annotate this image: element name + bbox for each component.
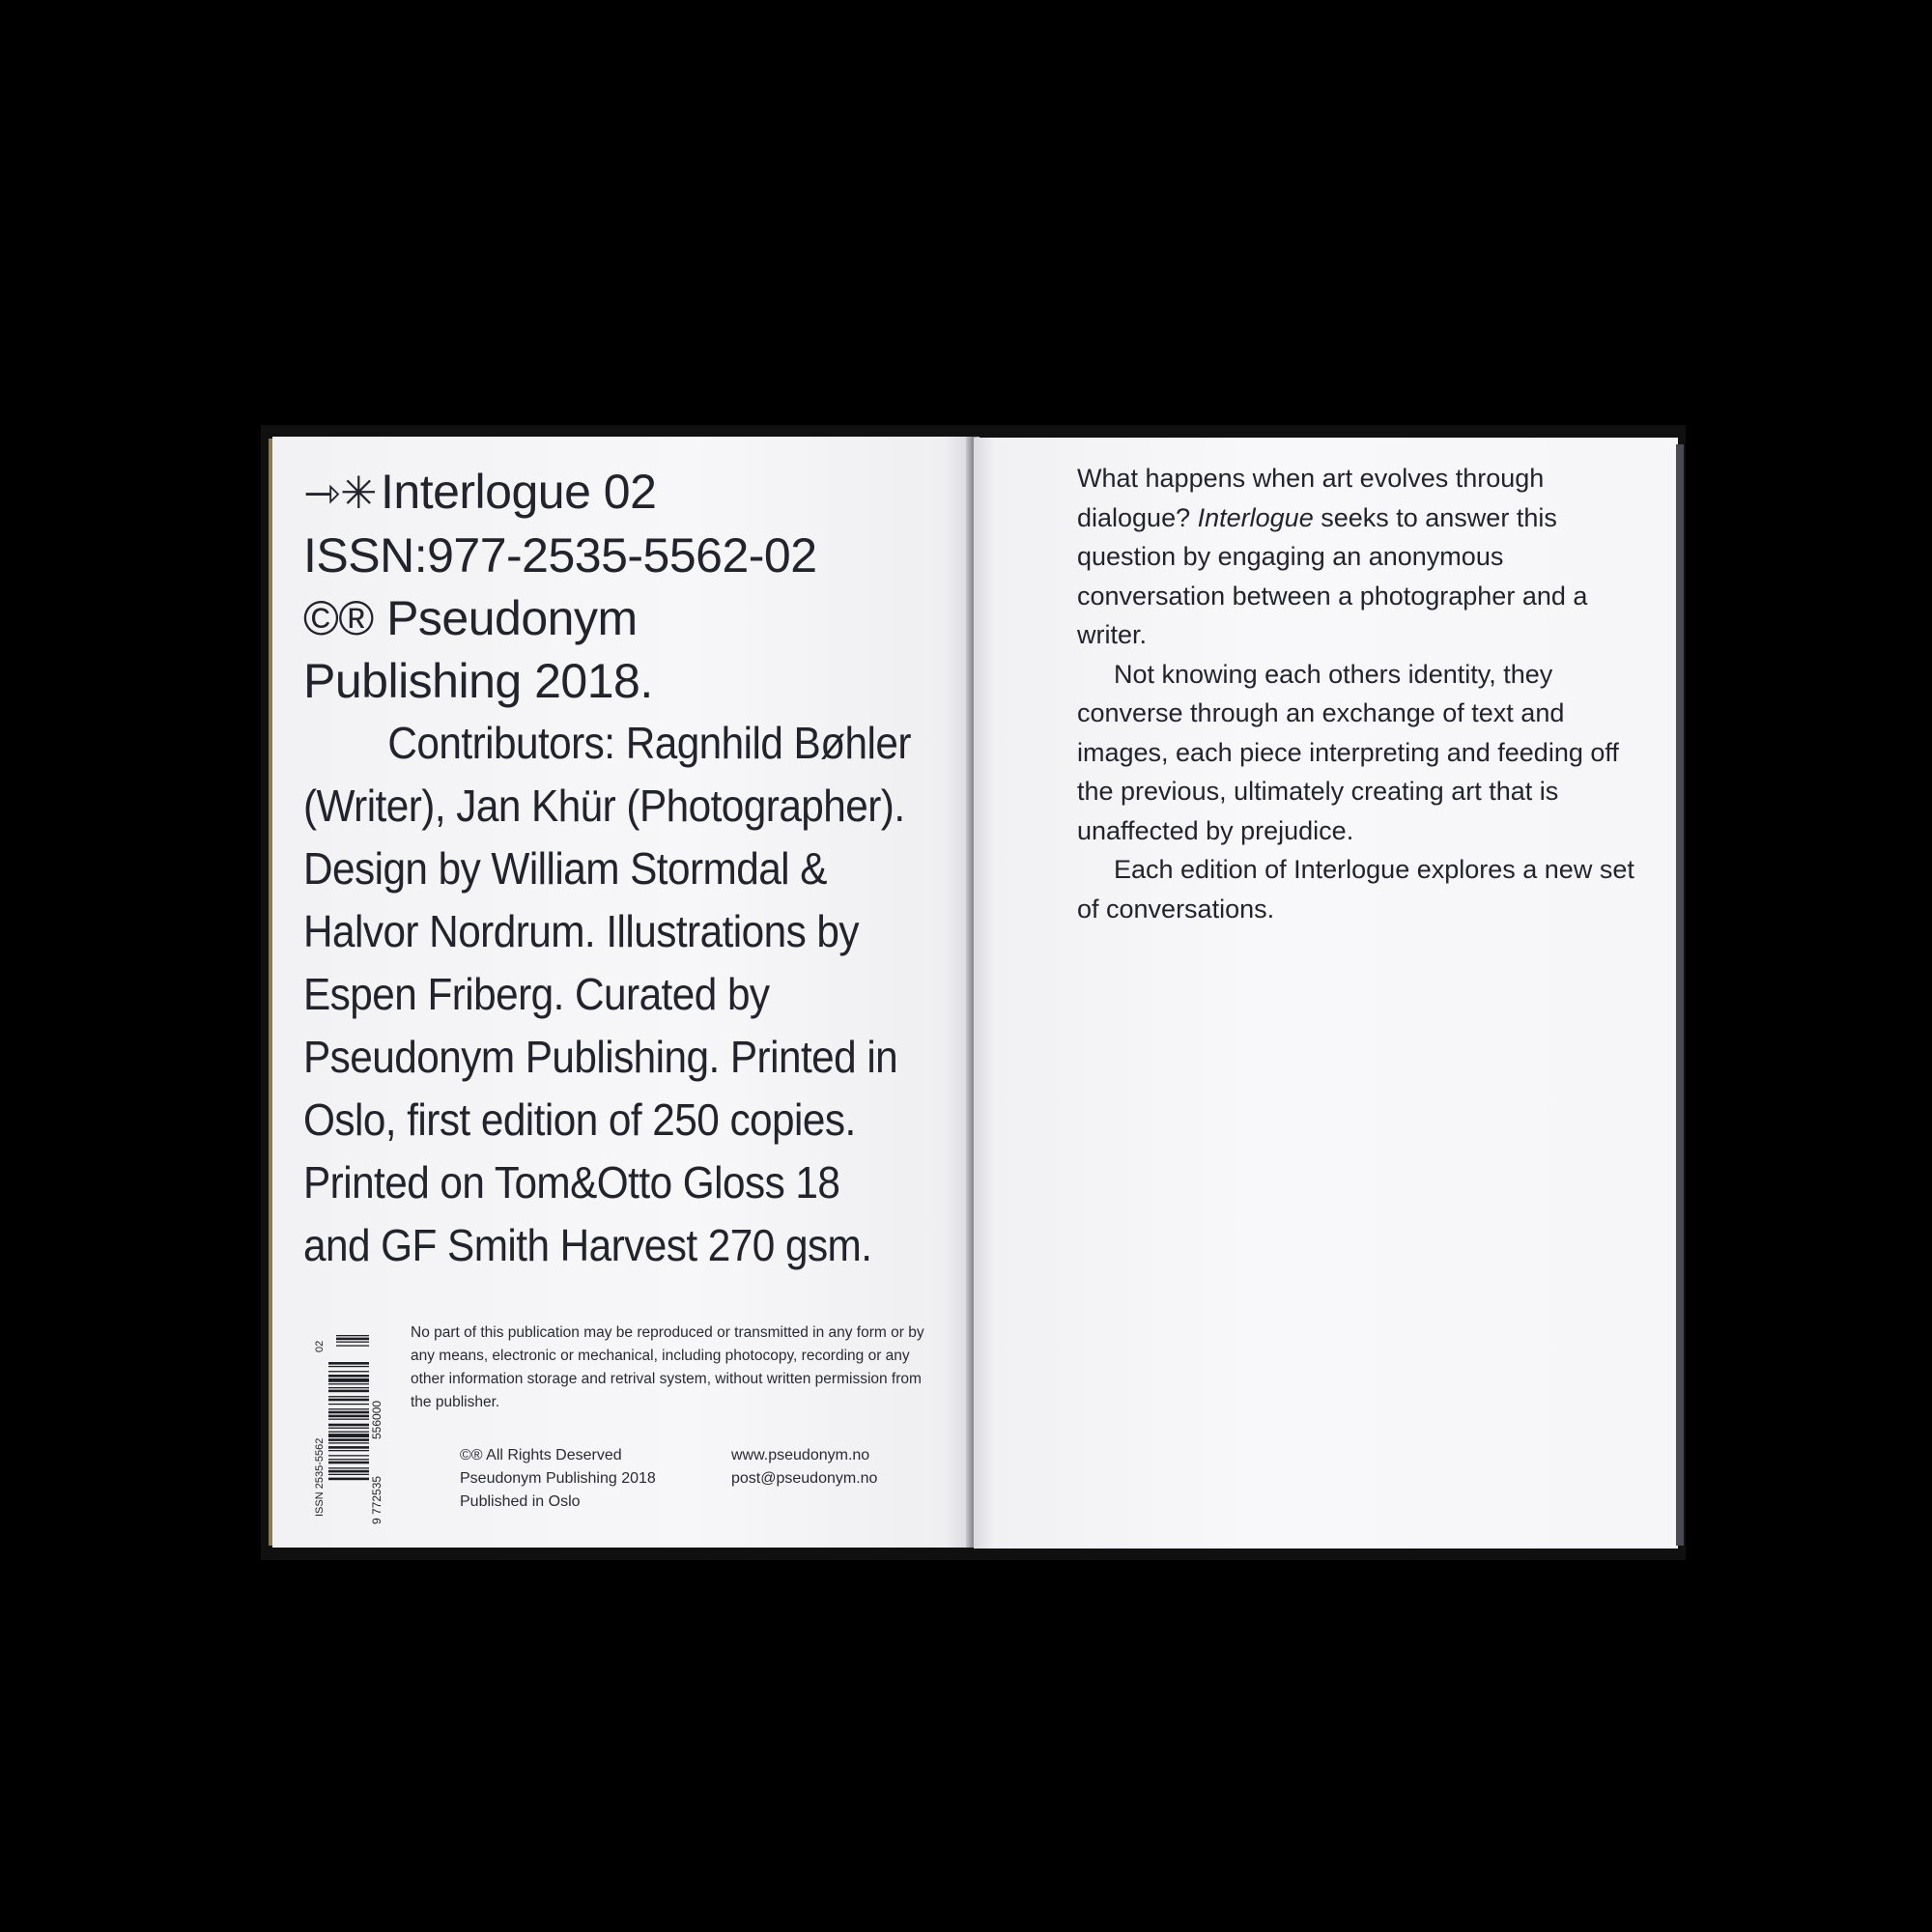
intro-paragraph-1: What happens when art evolves through dialogue? Interlogue seeks to answer this question by engaging an anonymous conversation between a photographer and a writer. (1077, 464, 1588, 649)
barcode-bar (328, 1474, 369, 1475)
barcode-bar (328, 1419, 369, 1420)
barcode-bar (328, 1462, 369, 1464)
footer-contact (731, 1444, 877, 1491)
barcode-bar (328, 1450, 369, 1451)
barcode-bar (328, 1383, 369, 1384)
asterisk-arrow-icon: ⇾✳ (303, 468, 378, 518)
legal-notice: No part of this publication may be reproduced or transmitted in any form or by any means, electronic or mechanical, including photocopy, recording or any other information storage and retrival system, without written permission from the publisher. (411, 1324, 924, 1410)
barcode-addon: 02 (314, 1340, 326, 1352)
barcode-addon-bar (336, 1335, 369, 1336)
open-book (261, 425, 1686, 1560)
barcode-bar (328, 1375, 369, 1378)
barcode-bar (328, 1396, 369, 1397)
barcode-issn-label: ISSN 2535-5562 (314, 1437, 326, 1517)
barcode-bar (328, 1378, 369, 1382)
title-line-2: ISSN:977-2535-5562-02 (303, 528, 817, 582)
footer-rights (460, 1444, 656, 1514)
barcode-bars (328, 1335, 369, 1480)
barcode-addon-bar (336, 1345, 369, 1346)
barcode-bar (328, 1442, 369, 1443)
barcode-number-left: 9 772535 (370, 1475, 384, 1524)
barcode-bar (328, 1428, 369, 1429)
intro-paragraph-2: Not knowing each others identity, they converse through an exchange of text and images, each piece interpreting and feeding off the previous, ultimately creating art that is unaffected by prejudice. (1077, 659, 1619, 845)
right-page-edge (1676, 444, 1684, 1546)
title-line-3: ©® Pseudonym (303, 591, 638, 645)
contributors-text: Contributors: Ragnhild Bøhler (Writer), Jan Khür (Photographer). Design by William Stormdal & Halvor Nordrum. Illustrations by Espen Friberg. Curated by Pseudonym Publishing. Printed in Oslo, first edition of 250 copies. Printed on Tom&Otto Gloss 18 and GF Smith Harvest 270 gsm. (303, 718, 911, 1270)
barcode-bar (328, 1424, 369, 1427)
barcode-addon-bar (336, 1342, 369, 1343)
title-line-4: Publishing 2018. (303, 654, 653, 708)
barcode-bar (328, 1446, 369, 1449)
footer-rights-line-1: ©® All Rights Deserved (460, 1447, 622, 1463)
footer-rights-line-3: Published in Oslo (460, 1493, 581, 1510)
intro-italic-title: Interlogue (1197, 502, 1314, 532)
barcode-bar (328, 1362, 369, 1365)
barcode-bar (328, 1371, 369, 1372)
barcode-bar (328, 1434, 369, 1437)
barcode-bar (328, 1455, 369, 1456)
barcode-bar (328, 1467, 369, 1468)
barcode-bar (328, 1408, 369, 1409)
barcode-bar (328, 1399, 369, 1402)
intro-text (1077, 459, 1657, 928)
barcode-bar (328, 1390, 369, 1393)
barcode-bar (328, 1366, 369, 1367)
footer-website: www.pseudonym.no (731, 1447, 870, 1463)
barcode-bar (328, 1415, 369, 1418)
contributors-clip (272, 437, 973, 1340)
barcode-bar (328, 1470, 369, 1473)
footer-email: post@pseudonym.no (731, 1470, 878, 1487)
left-page (272, 437, 973, 1548)
barcode-bar (328, 1478, 369, 1481)
title-line-1: Interlogue 02 (381, 465, 657, 519)
barcode-bar (328, 1432, 369, 1433)
barcode-bar (328, 1459, 369, 1460)
barcode (311, 1333, 393, 1524)
footer-rights-line-2: Pseudonym Publishing 2018 (460, 1470, 656, 1487)
barcode-bar (328, 1411, 369, 1414)
barcode-addon-bar (336, 1338, 369, 1341)
barcode-number-right: 556000 (370, 1400, 384, 1439)
barcode-bar (328, 1387, 369, 1388)
right-page (974, 438, 1678, 1548)
intro-paragraph-3: Each edition of Interlogue explores a new set of conversations. (1077, 855, 1634, 923)
barcode-bar (328, 1404, 369, 1405)
barcode-bar (328, 1438, 369, 1441)
